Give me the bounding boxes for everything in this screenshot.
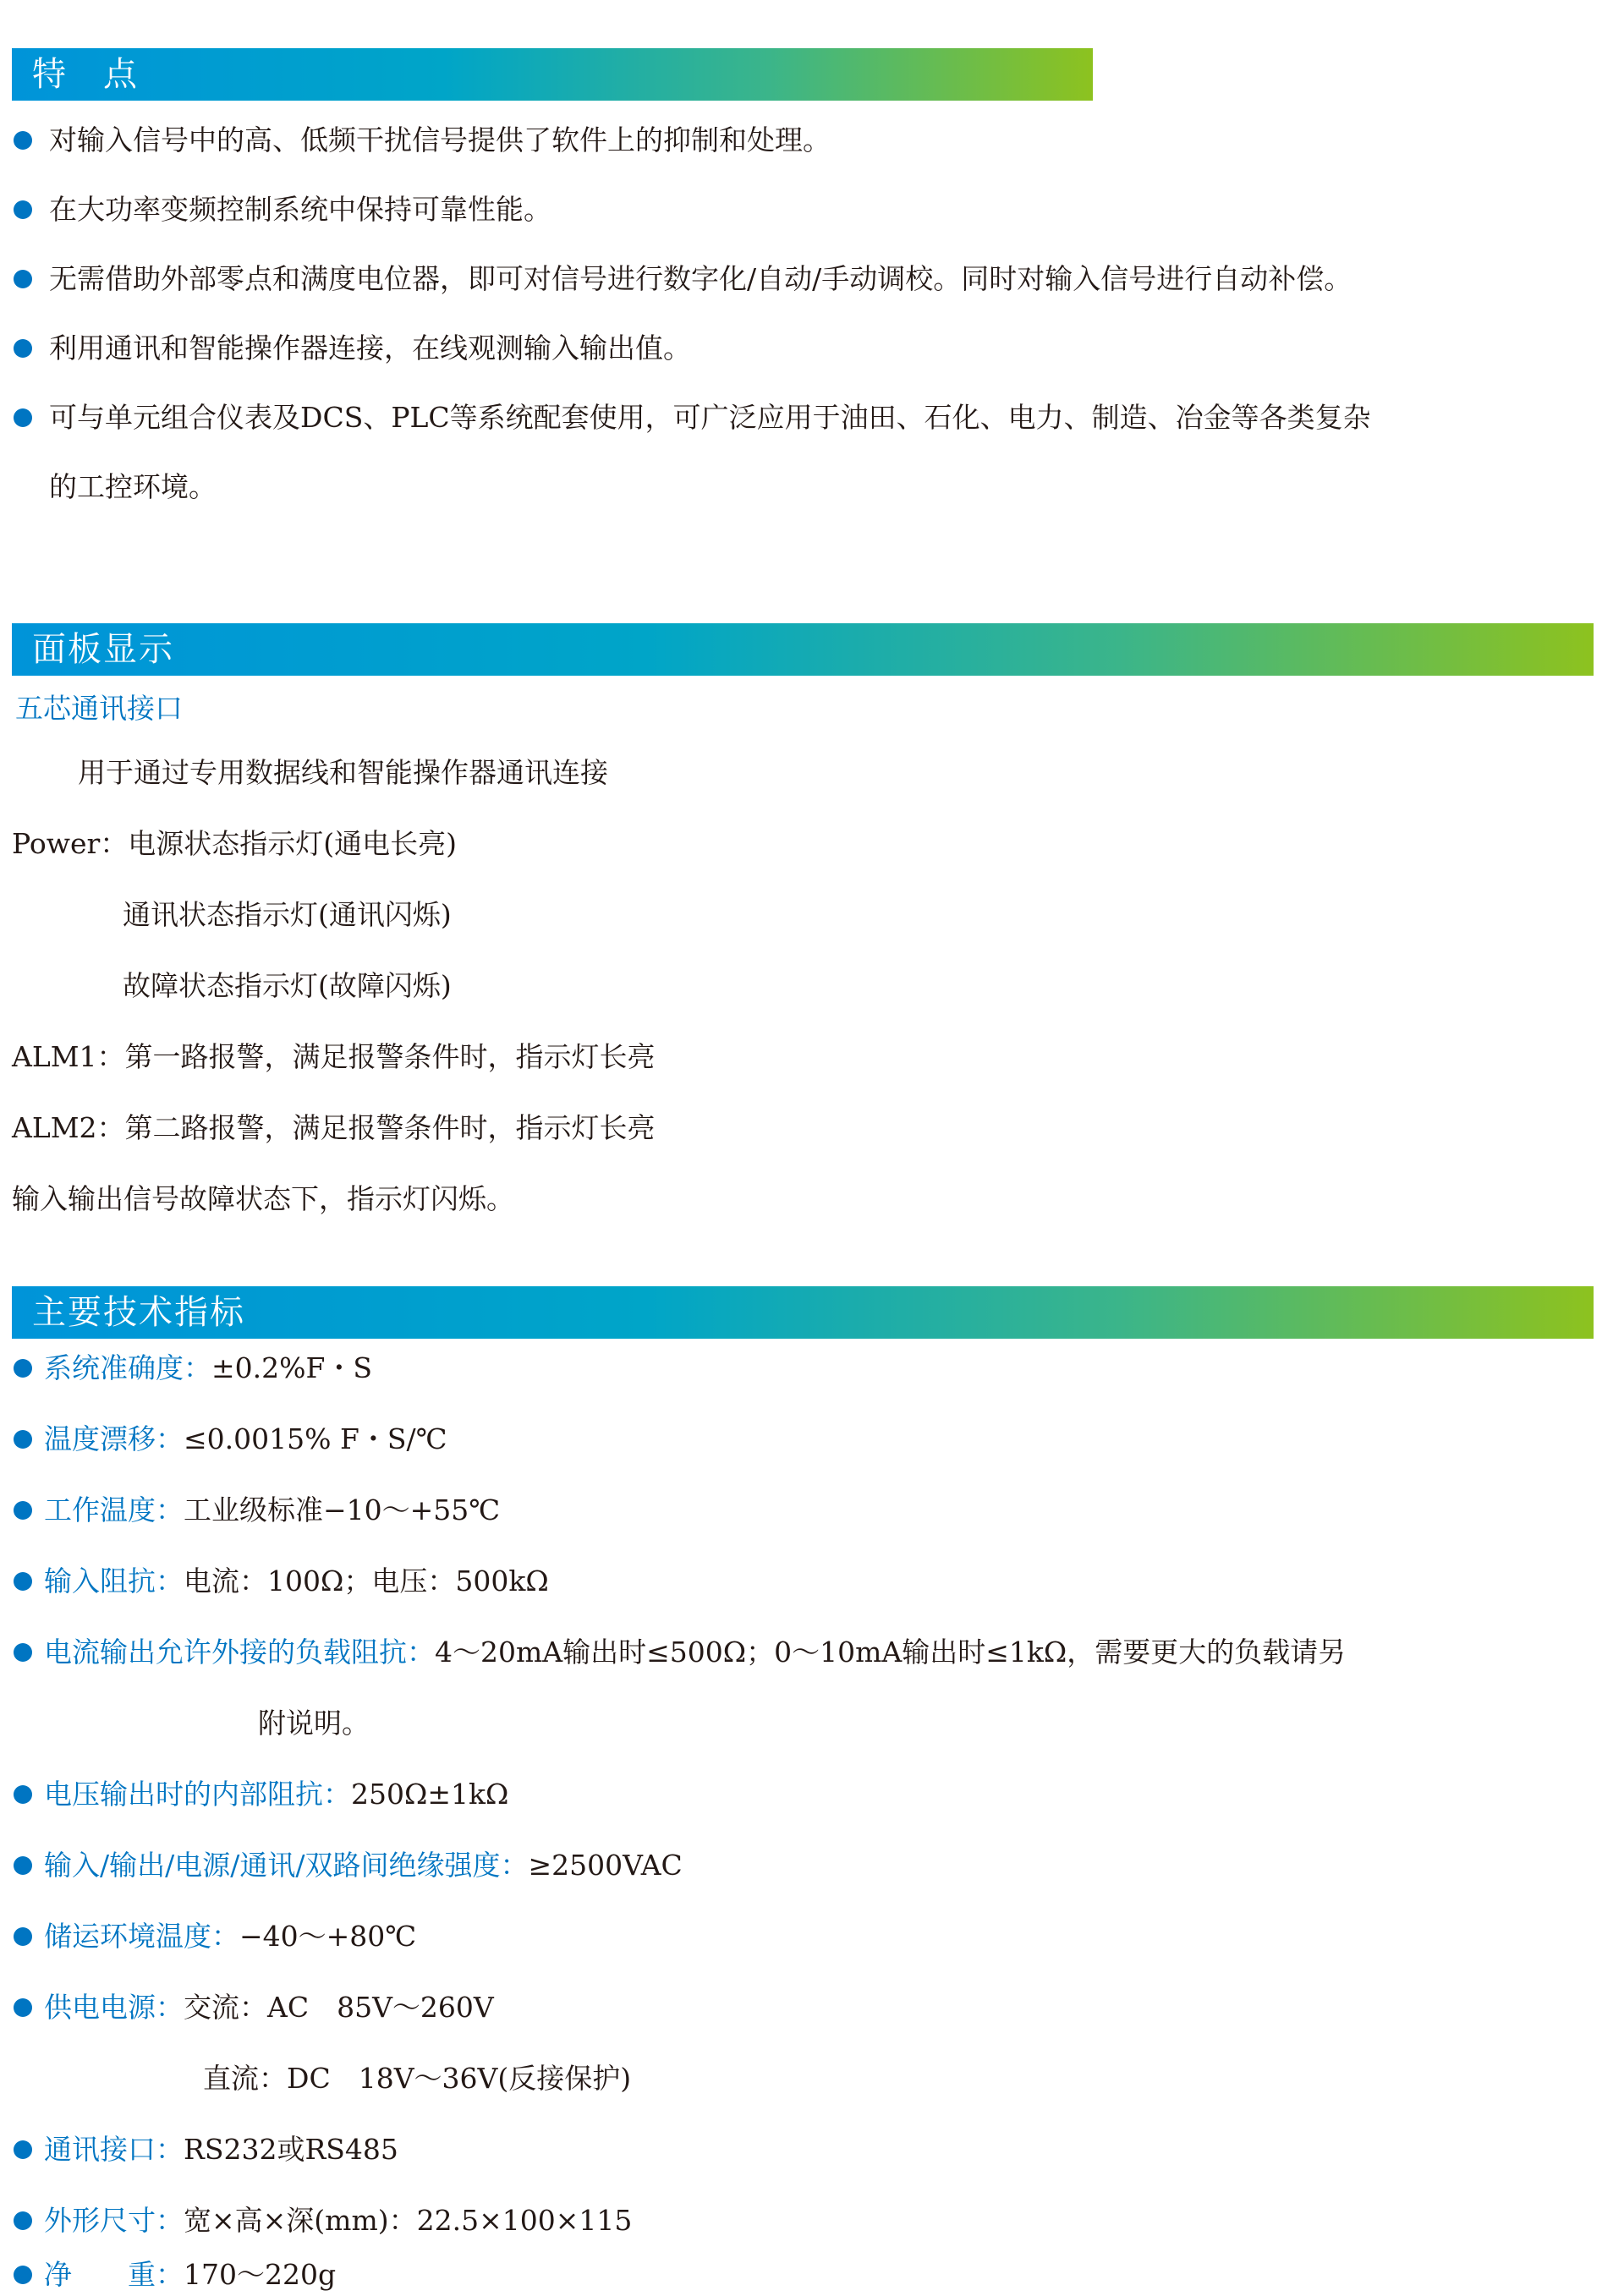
spec-label: 系统准确度： (44, 1351, 211, 1384)
bullet-icon (14, 408, 32, 427)
comm-interface-title: 五芯通讯接口 (15, 692, 183, 725)
bullet-icon (14, 1643, 32, 1662)
section-header-specs (12, 1286, 1594, 1339)
spec-load-impedance (44, 1634, 1346, 1671)
spec-net-weight (44, 2256, 336, 2293)
spec-label: 温度漂移： (44, 1422, 184, 1455)
feature-item: 在大功率变频控制系统中保持可靠性能。 (49, 193, 551, 226)
spec-value: ≥2500VAC (528, 1849, 683, 1882)
spec-value: 宽×高×深(mm)：22.5×100×115 (184, 2204, 633, 2237)
spec-label: 输入阻抗： (44, 1564, 184, 1597)
spec-label: 工作温度： (44, 1493, 184, 1526)
spec-insulation-strength (44, 1847, 683, 1884)
spec-working-temperature (44, 1492, 500, 1529)
bullet-icon (14, 200, 32, 219)
spec-label: 输入/输出/电源/通讯/双路间绝缘强度： (44, 1849, 529, 1882)
bullet-icon (14, 1572, 32, 1591)
spec-value: 工业级标准−10～+55℃ (184, 1493, 501, 1526)
spec-value: 电流：100Ω；电压：500kΩ (184, 1564, 549, 1597)
spec-label: 电压输出时的内部阻抗： (44, 1778, 351, 1811)
comm-led-desc: 通讯状态指示灯(通讯闪烁) (123, 898, 452, 931)
bullet-icon (14, 1927, 32, 1946)
bullet-icon (14, 1856, 32, 1875)
spec-input-impedance (44, 1563, 549, 1600)
spec-power-supply-dc: 直流：DC 18V～36V(反接保护) (203, 2062, 632, 2095)
bullet-icon (14, 2211, 32, 2230)
spec-comm-port (44, 2131, 398, 2168)
spec-value: ±0.2%F・S (211, 1351, 372, 1384)
section-title: 主要技术指标 (32, 1293, 245, 1332)
spec-storage-temperature (44, 1918, 416, 1955)
power-led-desc: Power：电源状态指示灯(通电长亮) (12, 827, 458, 860)
spec-power-supply (44, 1989, 494, 2026)
spec-temperature-drift (44, 1421, 447, 1458)
io-fault-desc: 输入输出信号故障状态下，指示灯闪烁。 (12, 1182, 514, 1215)
section-header-features (12, 48, 1093, 101)
spec-load-continued: 附说明。 (258, 1707, 370, 1740)
alm1-desc: ALM1：第一路报警，满足报警条件时，指示灯长亮 (12, 1040, 656, 1073)
spec-label: 储运环境温度： (44, 1920, 239, 1953)
feature-item: 可与单元组合仪表及DCS、PLC等系统配套使用，可广泛应用于油田、石化、电力、制造、冶金等各类复杂 (49, 401, 1371, 434)
bullet-icon (14, 2266, 32, 2284)
spec-label: 外形尺寸： (44, 2204, 184, 2237)
feature-item: 无需借助外部零点和满度电位器，即可对信号进行数字化/自动/手动调校。同时对输入信号进行自动补偿。 (49, 262, 1352, 295)
bullet-icon (14, 1430, 32, 1449)
section-title: 特 点 (32, 55, 139, 94)
feature-item: 利用通讯和智能操作器连接，在线观测输入输出值。 (49, 332, 691, 364)
comm-interface-desc: 用于通过专用数据线和智能操作器通讯连接 (78, 756, 608, 789)
spec-label: 供电电源： (44, 1991, 184, 2024)
spec-label: 电流输出允许外接的负载阻抗： (44, 1636, 435, 1669)
spec-label: 通讯接口： (44, 2133, 184, 2166)
spec-voltage-output-impedance (44, 1776, 508, 1813)
spec-accuracy (44, 1350, 372, 1387)
feature-item: 对输入信号中的高、低频干扰信号提供了软件上的抑制和处理。 (49, 123, 831, 156)
bullet-icon (14, 1359, 32, 1378)
spec-value: RS232或RS485 (184, 2133, 398, 2166)
spec-value: 170～220g (184, 2258, 337, 2291)
section-title: 面板显示 (32, 630, 174, 669)
spec-dimensions (44, 2202, 632, 2239)
bullet-icon (14, 270, 32, 288)
bullet-icon (14, 339, 32, 358)
bullet-icon (14, 1785, 32, 1804)
bullet-icon (14, 131, 32, 150)
spec-value: 4～20mA输出时≤500Ω；0～10mA输出时≤1kΩ，需要更大的负载请另 (435, 1636, 1347, 1669)
bullet-icon (14, 1998, 32, 2017)
spec-label: 净 重： (44, 2258, 184, 2291)
alm2-desc: ALM2：第二路报警，满足报警条件时，指示灯长亮 (12, 1111, 656, 1144)
bullet-icon (14, 1501, 32, 1520)
spec-value: 交流：AC 85V～260V (184, 1991, 494, 2024)
spec-value: 250Ω±1kΩ (351, 1778, 509, 1811)
feature-item-continued: 的工控环境。 (49, 470, 217, 503)
spec-value: ≤0.0015% F・S/℃ (184, 1422, 447, 1455)
fault-led-desc: 故障状态指示灯(故障闪烁) (123, 969, 452, 1002)
bullet-icon (14, 2140, 32, 2159)
spec-value: −40～+80℃ (239, 1920, 417, 1953)
section-header-panel (12, 623, 1594, 676)
